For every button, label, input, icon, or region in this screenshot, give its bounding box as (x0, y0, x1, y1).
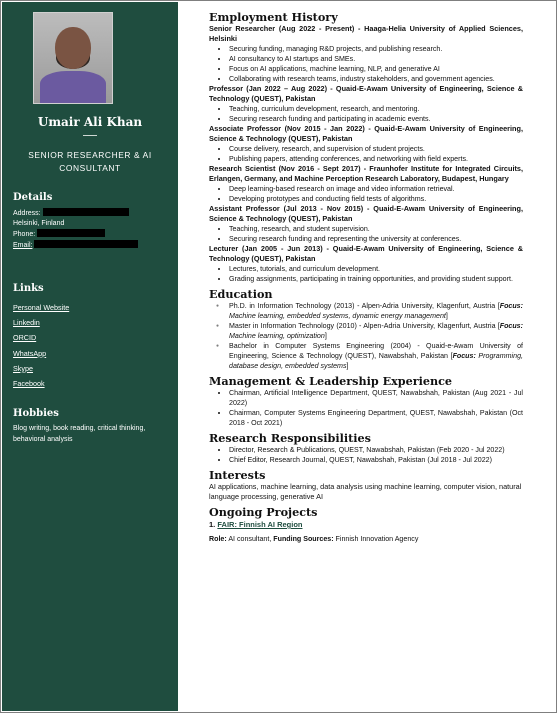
project-number: 1. (209, 520, 216, 529)
link-skype[interactable]: Skype (13, 363, 33, 373)
link-whatsapp[interactable]: WhatsApp (13, 348, 47, 358)
focus-label: Focus: (499, 302, 523, 310)
photo-face (55, 27, 91, 69)
job-bullet: • Teaching, curriculum development, research, and mentoring. (229, 104, 523, 114)
job-bullet: • Teaching, research, and student supervision. (229, 224, 523, 234)
photo-shirt (40, 71, 106, 103)
project-role (209, 534, 523, 544)
management-heading: Management & Leadership Experience (209, 374, 453, 388)
research-heading: Research Responsibilities (209, 431, 371, 445)
education-item (229, 321, 523, 341)
links-list (13, 300, 69, 391)
sidebar (2, 2, 178, 711)
name-divider (83, 135, 97, 136)
email-row (13, 240, 138, 251)
job-bullet: • Securing research funding and participating in academic events. (229, 114, 523, 124)
job-bullet: • Lectures, tutorials, and curriculum development. (229, 264, 523, 274)
job-bullets (209, 44, 523, 84)
job-bullets (209, 184, 523, 204)
redacted-phone (37, 229, 105, 237)
project-entry (209, 519, 523, 531)
job-bullet: • AI consultancy to AI startups and SMEs. (229, 54, 523, 64)
education-text: Bachelor in Computer Systems Engineering (2004) - Quaid-e-Awam University of Engineering, Science & Technology (QUEST), Nawabshah, Pakistan [ (229, 342, 523, 360)
project-link[interactable]: FAIR: Finnish AI Region (217, 520, 303, 529)
employment-heading: Employment History (209, 10, 338, 24)
focus-text: Machine learning, embedded systems, dynamic energy management (229, 312, 446, 320)
job-bullets (209, 144, 523, 164)
focus-text: Programming, database design, embedded systems (229, 352, 523, 370)
interests-text: AI applications, machine learning, data analysis using machine learning, computer vision, natural language processing, generative AI (209, 482, 522, 501)
address-line2: Helsinki, Finland (13, 220, 65, 227)
link-linkedin[interactable]: Linkedin (13, 318, 40, 328)
interests-heading: Interests (209, 468, 266, 482)
job-title: Assistant Professor (Jul 2013 - Nov 2015) - Quaid-E-Awam University of Engineering, Science & Technology (QUEST), Pakistan (209, 204, 523, 223)
hobbies-text: Blog writing, book reading, critical thinking, behavioral analysis (13, 425, 146, 443)
job-title: Lecturer (Jan 2005 - Jun 2013) - Quaid-E-Awam University of Engineering, Science & Technology (QUEST), Pakistan (209, 244, 523, 263)
job-title: Associate Professor (Nov 2015 - Jan 2022) - Quaid-E-Awam University of Engineering, Science & Technology (QUEST), Pakistan (209, 124, 523, 143)
bracket-close: ] (324, 332, 327, 340)
education-item (229, 301, 523, 321)
redacted-address (43, 208, 129, 216)
job-bullets (209, 224, 523, 244)
job-bullet: • Publishing papers, attending conferences, and networking with field experts. (229, 154, 523, 164)
job-bullet: • Deep learning-based research on image and video information retrieval. (229, 184, 523, 194)
job-bullet: • Securing research funding and representing the university at conferences. (229, 234, 523, 244)
focus-text: Machine learning, optimization (229, 332, 325, 340)
job-bullet: • Securing funding, managing R&D projects, and publishing research. (229, 44, 523, 54)
details-heading: Details (13, 192, 53, 203)
link-personal-website[interactable]: Personal Website (13, 303, 70, 312)
job-bullet: • Course delivery, research, and supervision of student projects. (229, 144, 523, 154)
projects-heading: Ongoing Projects (209, 505, 318, 519)
person-title: SENIOR RESEARCHER & AI CONSULTANT (28, 150, 152, 173)
link-orcid[interactable]: ORCID (13, 333, 37, 343)
education-heading: Education (209, 287, 273, 301)
job-bullet: • Collaborating with research teams, industry stakeholders, and government agencies. (229, 74, 523, 84)
funding-label: Funding Sources: (273, 535, 334, 543)
job-bullet: • Focus on AI applications, machine learning, NLP, and generative AI (229, 64, 523, 74)
link-facebook[interactable]: Facebook (13, 379, 45, 389)
job-bullet: • Developing prototypes and conducting field tests of algorithms. (229, 194, 523, 204)
phone-row (13, 229, 138, 240)
funding-value: Finnish Innovation Agency (333, 535, 419, 543)
hobbies-heading: Hobbies (13, 408, 59, 419)
job-bullets (209, 104, 523, 124)
education-text: Master in Information Technology (2010) - Alpen-Adria University, Klagenfurt, Austria [ (229, 322, 500, 330)
role-value: AI consultant, (226, 535, 274, 543)
person-name: Umair Ali Khan (37, 115, 143, 129)
email-label: Email: (13, 242, 33, 249)
profile-photo (33, 12, 113, 104)
bracket-close: ] (445, 312, 448, 320)
main-content (209, 10, 523, 544)
education-item (229, 341, 523, 371)
job-title: Research Scientist (Nov 2016 - Sept 2017) - Fraunhofer Institute for Integrated Circuits, Erlangen, Germany, and Machine Perception Research Laboratory, Budapest, Hungary (209, 164, 523, 183)
address-label: Address: (13, 210, 41, 217)
focus-label: Focus: (499, 322, 523, 330)
job-bullet: • Grading assignments, participating in training opportunities, and providing student support. (229, 274, 523, 284)
research-list (209, 445, 523, 465)
focus-label: Focus: (452, 352, 476, 360)
role-label: Role: (209, 535, 227, 543)
management-list (209, 388, 523, 428)
redacted-email (34, 240, 138, 248)
management-item: • Chairman, Artificial Intelligence Department, QUEST, Nawabshah, Pakistan (Aug 2021 - Jul 2022) (229, 388, 523, 408)
job-bullets (209, 264, 523, 284)
details-block (13, 208, 138, 251)
education-list (209, 301, 523, 371)
links-heading: Links (13, 283, 44, 294)
phone-label: Phone: (13, 231, 36, 238)
job-title: Professor (Jan 2022 – Aug 2022) - Quaid-E-Awam University of Engineering, Science & Technology (QUEST), Pakistan (209, 84, 523, 103)
bracket-close: ] (346, 362, 349, 370)
research-item: • Chief Editor, Research Journal, QUEST, Nawabshah, Pakistan (Jul 2018 - Jul 2022) (229, 455, 523, 465)
address-row (13, 208, 138, 219)
job-title: Senior Researcher (Aug 2022 - Present) - Haaga-Helia University of Applied Sciences, Helsinki (209, 24, 523, 43)
education-text: Ph.D. in Information Technology (2013) - Alpen-Adria University, Klagenfurt, Austria [ (229, 302, 500, 310)
management-item: • Chairman, Computer Systems Engineering Department, QUEST, Nawabshah, Pakistan (Oct 2018 - Oct 2021) (229, 408, 523, 428)
research-item: • Director, Research & Publications, QUEST, Nawabshah, Pakistan (Feb 2020 - Jul 2022) (229, 445, 523, 455)
